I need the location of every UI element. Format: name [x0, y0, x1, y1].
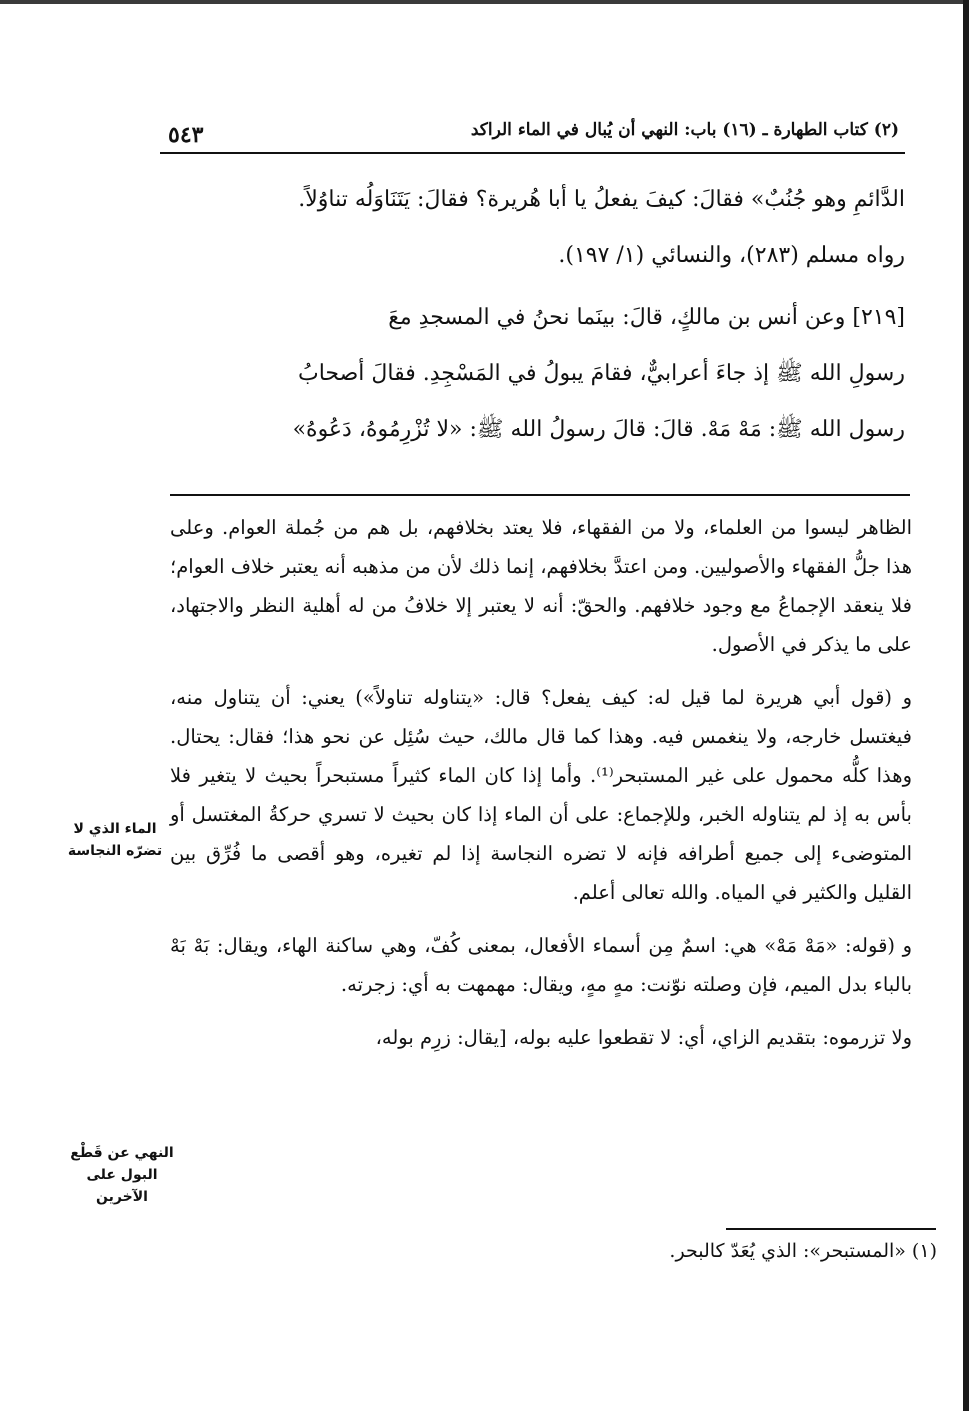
hadith-source: رواه مسلم (٢٨٣)، والنسائي (١/ ١٩٧).: [558, 243, 905, 268]
scan-right-edge: [963, 0, 969, 1411]
running-head: (٢) كتاب الطهارة ـ (١٦) باب: النهي أن يُبال في الماء الراكد: [470, 120, 899, 140]
footnote: (١) «المستبحر»: الذي يُعَدّ كالبحر.: [669, 1240, 937, 1262]
commentary-paragraph: و (قول أبي هريرة لما قيل له: كيف يفعل؟ قال: «يتناوله تناولاً») يعني: أن يتناول منه، فيغتسل خارجه، ولا ينغمس فيه. وهذا كما قال مالك، حيث سُئِل عن نحو هذا؛ فقال: يحتال. وهذا كلُّه محمول على غير المستبحر⁽¹⁾. وأما إذا كان الماء كثيراً مستبحراً بحيث لا يتغير فلا بأس به إذ لم يتناوله الخبر، وللإجماع: على أن الماء إذا كان بحيث لا تسري حركةُ المغتسل أو المتوضىء إلى جميع أطرافه فإنه لا تضره النجاسة إذا لم تغيره، وهو أقصى ما فُرِّق بين القليل والكثير في المياه. والله تعالى أعلم.: [170, 686, 912, 904]
hadith-line: الدَّائمِ وهو جُنُبٌ» فقالَ: كيفَ يفعلُ يا أبا هُريرة؟ فقالَ: يَتَنَاوَلُه تناوُلاً.: [298, 187, 905, 212]
hadith-line: رسول الله ﷺ: مَهْ مَهْ. قالَ: قالَ رسولُ الله ﷺ: «لا تُزْرِمُوهُ، دَعُوهُ»: [292, 417, 905, 442]
commentary-paragraph: ولا تزرموه: بتقديم الزاي، أي: لا تقطعوا عليه بوله، [يقال: زرِم بوله،: [375, 1026, 912, 1049]
section-divider: [170, 494, 910, 496]
commentary-text: [170, 508, 912, 1071]
commentary-paragraph: الظاهر ليسوا من العلماء، ولا من الفقهاء، فلا يعتد بخلافهم، بل هم من جُملة العوام. وعلى هذا جلُّ الفقهاء والأصوليين. ومن اعتدَّ بخلافهم، إنما ذلك لأن من مذهبه أنه يعتبر خلاف العوام؛ فلا ينعقد الإجماعُ مع وجود خلافهم. والحقّ: أنه لا يعتبر إلا خلافُ من له أهلية النظر والاجتهاد، على ما يذكر في الأصول.: [170, 516, 912, 656]
footnote-rule: [726, 1228, 936, 1230]
hadith-text: [160, 172, 905, 458]
margin-note: الماء الذي لا تضرّه النجاسة: [67, 821, 163, 859]
header-rule: [160, 152, 905, 154]
margin-note: النهي عن قَطْع البول على الآخرين: [70, 1145, 174, 1205]
hadith-line: [٢١٩] وعن أنس بن مالكٍ، قالَ: بينَما نحنُ في المسجدِ معَ: [388, 305, 905, 330]
page-header: [160, 120, 905, 160]
commentary-paragraph: و (قوله: «مَهْ مَهْ» هي: اسمٌ مِن أسماء الأفعال، بمعنى كُفّ، وهي ساكنة الهاء، ويقال: بَهْ بَهْ بالباء بدل الميم، فإن وصلته نوّنت: مهٍ مهٍ، ويقال: مهمهت به أي: زجرته.: [170, 934, 912, 996]
hadith-line: رسولِ الله ﷺ إذ جاءَ أعرابيٌّ، فقامَ يبولُ في المَسْجِدِ. فقالَ أصحابُ: [298, 361, 905, 386]
page-number: ٥٤٣: [168, 122, 204, 148]
scan-top-edge: [0, 0, 969, 4]
